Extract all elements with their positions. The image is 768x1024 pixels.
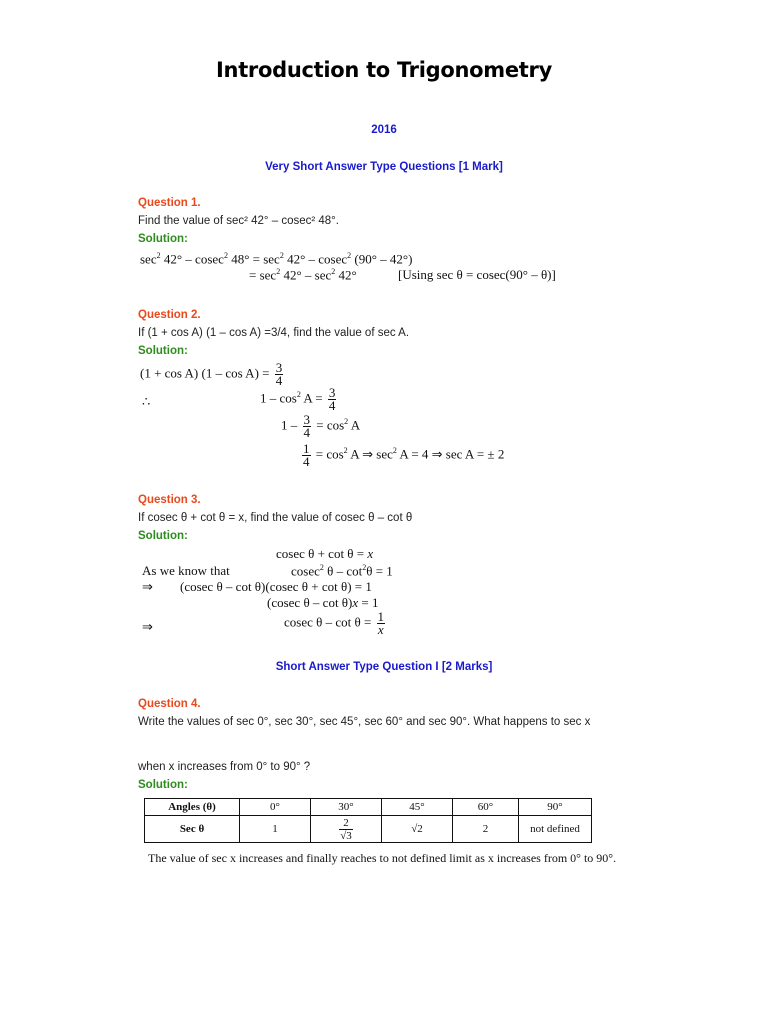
solution-3-line-5: cosec θ – cot θ = $\frac{1}{x}$ — [284, 609, 385, 637]
solution-1-note: [Using sec θ = cosec(90° – θ)] — [398, 267, 556, 282]
implies-symbol-2: ⇒ — [142, 619, 153, 634]
table-header-cell: Angles (θ) — [145, 799, 240, 816]
table-header-cell: 60° — [453, 799, 519, 816]
solution-3-label: Solution: — [138, 530, 188, 542]
solution-3-line-1: cosec θ + cot θ = x — [276, 546, 374, 561]
therefore-symbol: ∴ — [142, 394, 151, 409]
conclusion-text: The value of sec x increases and finally reaches to not defined limit as x increases from 0° to 90°. — [148, 851, 617, 865]
question-3-text: If cosec θ + cot θ = x, find the value of cosec θ – cot θ — [138, 512, 413, 524]
question-2-text: If (1 + cos A) (1 – cos A) =3/4, find the value of sec A. — [138, 327, 410, 339]
solution-3-as-we-know: As we know that — [142, 563, 230, 578]
question-4-text: Write the values of sec 0°, sec 30°, sec 45°, sec 60° and sec 90°. What happens to sec x — [138, 716, 591, 728]
table-header-cell: 30° — [311, 799, 382, 816]
year-heading: 2016 — [371, 124, 397, 136]
solution-1-line-2: = $\sec^2 42^\circ - \sec^2 42^\circ$ — [249, 267, 357, 283]
table-cell-45: √2 — [382, 816, 453, 843]
question-4-text-continued: when x increases from 0° to 90° ? — [138, 761, 311, 773]
table-cell-30: $\frac{2}{√3}$ — [311, 816, 382, 843]
solution-2-line-1: (1 + cos A) (1 – cos A) = $\frac{3}{4}$ — [140, 360, 283, 388]
question-3-label: Question 3. — [138, 494, 201, 506]
solution-3-line-2: cosec$^2$ $\theta - \cot^2\theta = 1$ — [291, 563, 393, 579]
solution-2-line-3: 1 – $\frac{3}{4}$ = $\cos^2 A$ — [281, 412, 361, 440]
solution-2-label: Solution: — [138, 345, 188, 357]
question-1-label: Question 1. — [138, 197, 201, 209]
table-header-cell: 90° — [519, 799, 592, 816]
solution-2-line-4: $\frac{1}{4}$ = $\cos^2 A$ ⇒ $\sec^2 A = 4$ ⇒ sec A = ± 2 — [303, 441, 505, 469]
question-1-text: Find the value of sec² 42° – cosec² 48°. — [138, 215, 339, 227]
sec-values-table — [144, 798, 592, 843]
table-header-cell: 0° — [240, 799, 311, 816]
table-cell-0: 1 — [240, 816, 311, 843]
solution-2-line-2: $1 - \cos^2 A$ = $\frac{3}{4}$ — [260, 385, 336, 413]
table-header-cell: 45° — [382, 799, 453, 816]
question-4-label: Question 4. — [138, 698, 201, 710]
table-row-label: Sec θ — [145, 816, 240, 843]
question-2-label: Question 2. — [138, 309, 201, 321]
implies-symbol-1: ⇒ — [142, 579, 153, 594]
solution-1-line-1: $\sec^2 42^\circ - cosec^2$ $48^\circ = \sec^2 42^\circ - cosec^2$ (90° – 42°) — [140, 251, 413, 267]
section-heading-1: Very Short Answer Type Questions [1 Mark] — [265, 161, 503, 173]
table-cell-90: not defined — [519, 816, 592, 843]
solution-1-label: Solution: — [138, 233, 188, 245]
table-cell-60: 2 — [453, 816, 519, 843]
solution-3-line-3: (cosec θ – cot θ)(cosec θ + cot θ) = 1 — [180, 579, 372, 594]
solution-3-line-4: (cosec θ – cot θ)x = 1 — [267, 595, 379, 610]
solution-4-label: Solution: — [138, 779, 188, 791]
section-heading-2: Short Answer Type Question I [2 Marks] — [275, 661, 493, 673]
page-title: Introduction to Trigonometry — [216, 58, 552, 82]
